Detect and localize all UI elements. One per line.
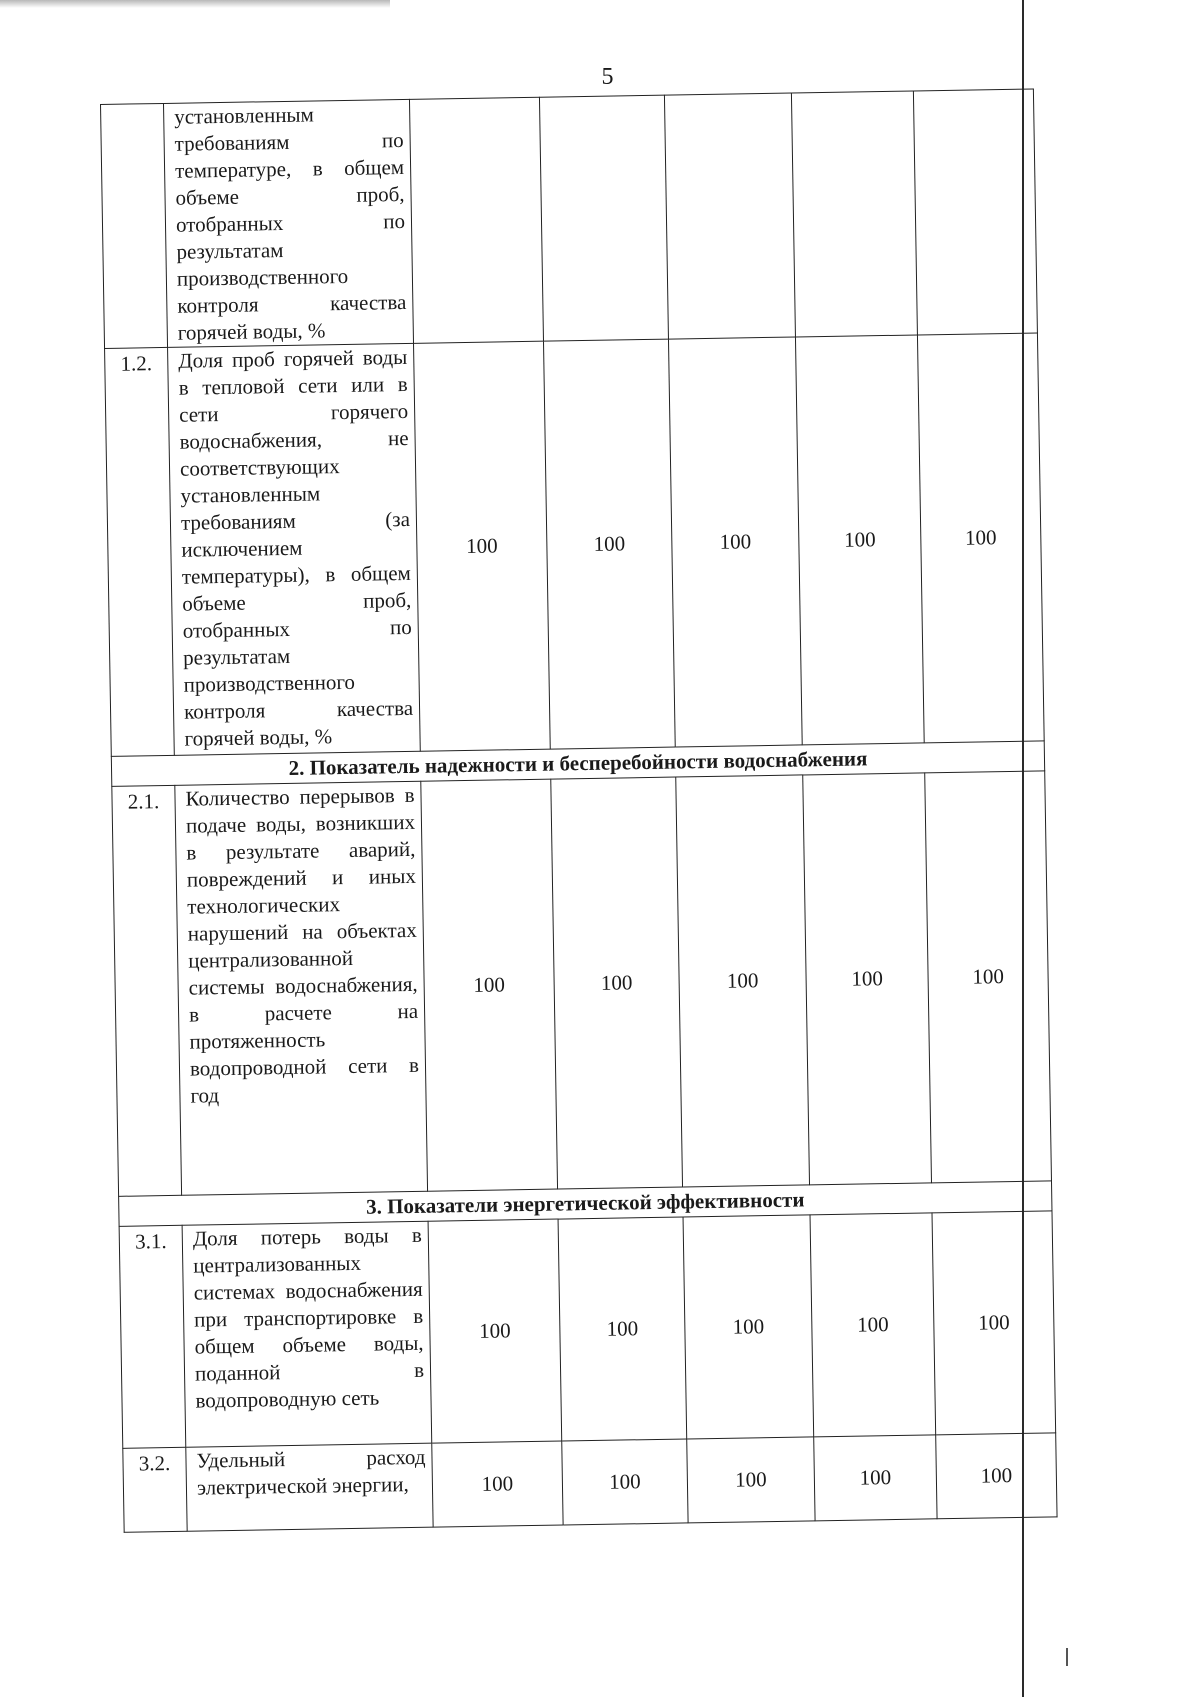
row-number: 1.2. xyxy=(105,347,175,756)
table-row xyxy=(119,1211,1056,1448)
value-cell: 100 xyxy=(428,1219,562,1443)
value-cell xyxy=(791,91,917,337)
table-row xyxy=(123,1433,1057,1532)
section-title: 2. Показатель надежности и бесперебойности водоснабжения xyxy=(111,741,1044,786)
value-cell: 100 xyxy=(683,1215,814,1439)
row-description: установленным требованиям по температуре, в общем объеме проб, отобранных по результатам производственного контроля качества горячей воды, % xyxy=(163,99,413,347)
value-cell: 100 xyxy=(676,775,810,1187)
scan-shadow-top xyxy=(0,0,390,8)
value-cell xyxy=(913,89,1037,335)
value-cell: 100 xyxy=(795,335,924,745)
page-number: 5 xyxy=(601,64,614,90)
value-cell: 100 xyxy=(551,777,683,1189)
value-cell: 100 xyxy=(917,333,1044,743)
value-cell xyxy=(409,97,543,343)
row-number: 3.2. xyxy=(123,1447,187,1532)
value-cell xyxy=(664,93,795,339)
row-description: Доля проб горячей воды в тепловой сети или в сети горячего водоснабжения, не соответствующих установленным требованиям (за исключением температуры), в общем объеме проб, отобранных по результатам производственного контроля качества горячей воды, % xyxy=(168,343,421,755)
section-title: 3. Показатели энергетической эффективности xyxy=(119,1181,1052,1226)
value-cell: 100 xyxy=(803,773,932,1185)
value-cell: 100 xyxy=(562,1439,688,1525)
value-cell: 100 xyxy=(414,341,551,751)
value-cell: 100 xyxy=(558,1217,687,1441)
value-cell: 100 xyxy=(936,1433,1057,1519)
value-cell: 100 xyxy=(668,337,802,747)
table-row xyxy=(112,771,1052,1196)
value-cell: 100 xyxy=(925,771,1052,1183)
value-cell: 100 xyxy=(810,1213,936,1437)
scan-mark xyxy=(1066,1648,1068,1666)
value-cell: 100 xyxy=(432,1441,563,1527)
value-cell: 100 xyxy=(421,779,558,1191)
value-cell: 100 xyxy=(543,339,675,749)
value-cell: 100 xyxy=(932,1211,1056,1435)
table-row xyxy=(105,333,1045,756)
value-cell: 100 xyxy=(814,1435,937,1521)
row-number xyxy=(101,103,168,348)
row-number: 3.1. xyxy=(119,1225,186,1448)
row-number: 2.1. xyxy=(112,785,182,1196)
indicators-table xyxy=(100,89,1058,1533)
row-description: Количество перерывов в подаче воды, возникших в результате аварий, повреждений и иных технологических нарушений на объектах централизованной системы водоснабжения, в расчете на протяженность водопроводной сети в год xyxy=(175,781,428,1195)
value-cell xyxy=(539,95,668,341)
row-description: Удельный расход электрической энергии, xyxy=(186,1443,433,1531)
value-cell: 100 xyxy=(687,1437,815,1523)
row-description: Доля потерь воды в централизованных системах водоснабжения при транспортировке в общем объеме воды, поданной в водопроводную сеть xyxy=(182,1221,432,1447)
table-row xyxy=(101,89,1038,348)
